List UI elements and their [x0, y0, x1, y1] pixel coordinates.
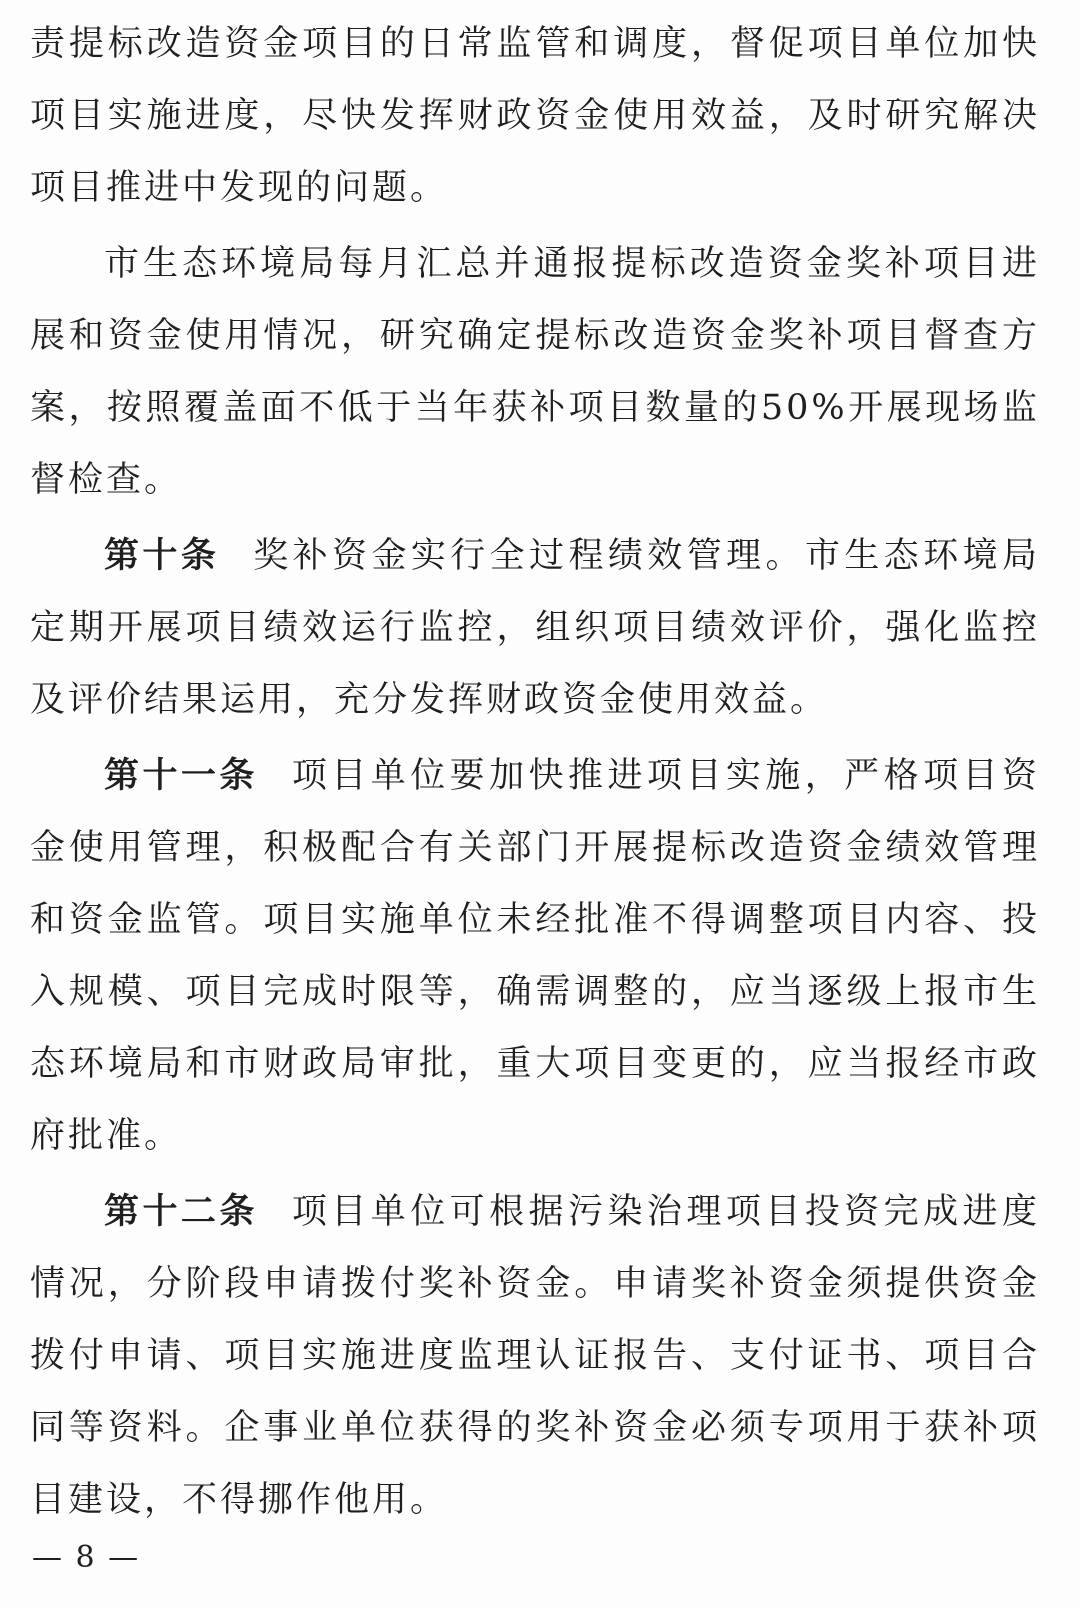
article-text: 项目单位可根据污染治理项目投资完成进度情况，分阶段申请拨付奖补资金。申请奖补资金须提供资金拨付申请、项目实施进度监理认证报告、支付证书、项目合同等资料。企事业单位获得的奖补资金必须专项用于获补项目建设，不得挪作他用。: [30, 1192, 1040, 1520]
paragraph-text: 市生态环境局每月汇总并通报提标改造资金奖补项目进展和资金使用情况，研究确定提标改造资金奖补项目督查方案，按照覆盖面不低于当年获补项目数量的50%开展现场监督检查。: [30, 244, 1040, 500]
page-number: — 8 —: [32, 1540, 141, 1575]
article-number: 第十一条: [104, 756, 258, 796]
article-number: 第十二条: [104, 1192, 258, 1232]
article-text: 项目单位要加快推进项目实施，严格项目资金使用管理，积极配合有关部门开展提标改造资金绩效管理和资金监管。项目实施单位未经批准不得调整项目内容、投入规模、项目完成时限等，确需调整的，应当逐级上报市生态环境局和市财政局审批，重大项目变更的，应当报经市政府批准。: [30, 756, 1040, 1156]
paragraph-inspection: [30, 228, 1040, 516]
article-10: [30, 520, 1040, 736]
article-number: 第十条: [104, 536, 220, 576]
paragraph-continuation: [30, 8, 1040, 224]
paragraph-text: 责提标改造资金项目的日常监管和调度，督促项目单位加快项目实施进度，尽快发挥财政资金使用效益，及时研究解决项目推进中发现的问题。: [30, 24, 1040, 208]
article-text: 奖补资金实行全过程绩效管理。市生态环境局定期开展项目绩效运行监控，组织项目绩效评价，强化监控及评价结果运用，充分发挥财政资金使用效益。: [30, 536, 1040, 720]
article-11: [30, 740, 1040, 1172]
article-12: [30, 1176, 1040, 1536]
document-body: [30, 8, 1040, 1540]
